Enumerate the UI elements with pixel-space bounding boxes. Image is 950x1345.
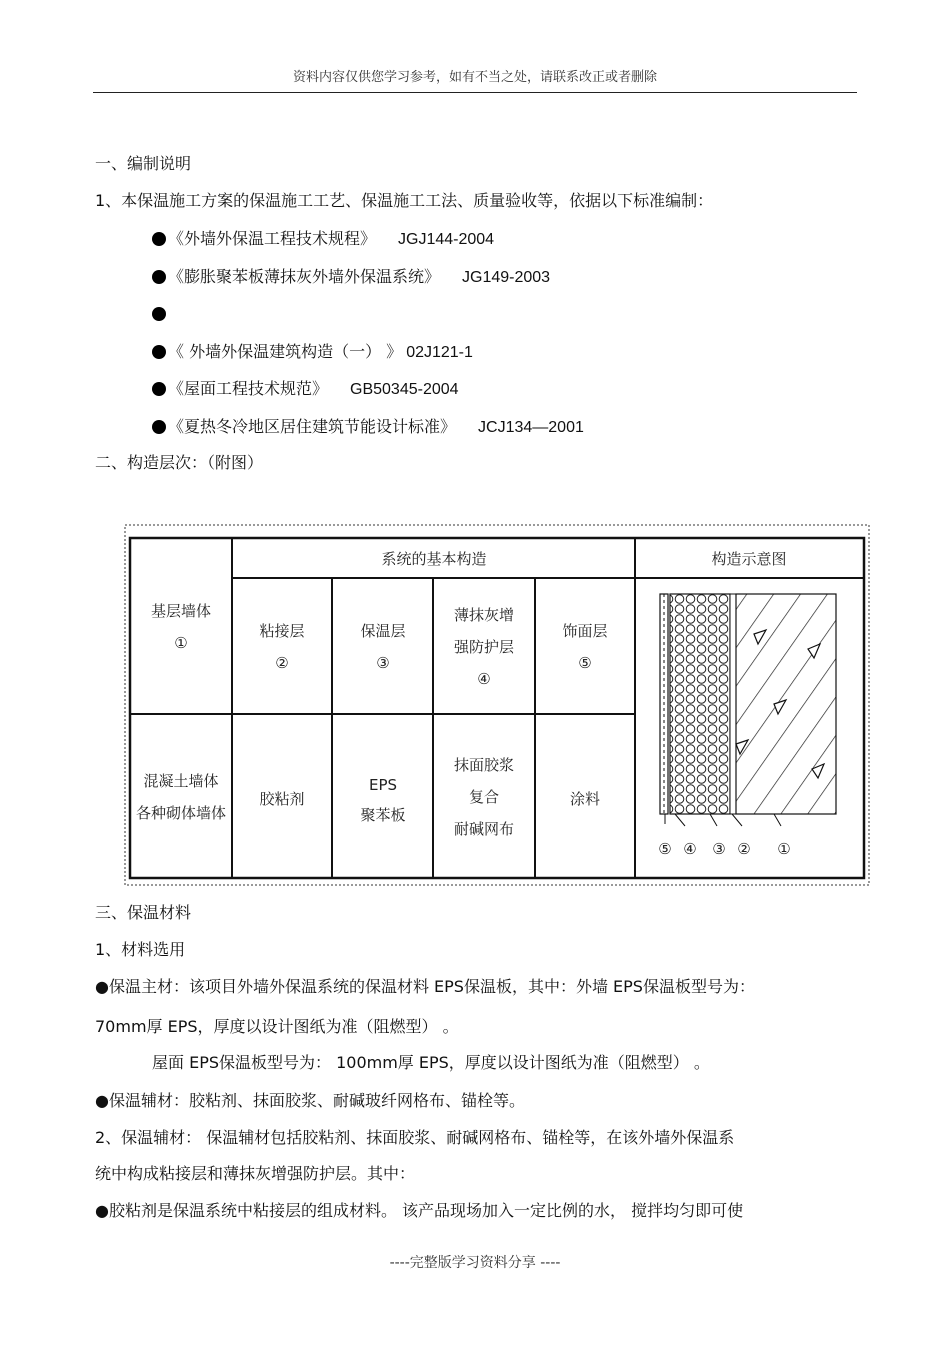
- layer-num: ④: [477, 670, 491, 688]
- paragraph: ●保温辅材：胶粘剂、抹面胶浆、耐碱玻纤网格布、锚栓等。: [95, 1091, 525, 1110]
- base-wall-label: 基层墙体: [150, 602, 212, 620]
- diagram-label: ③: [712, 840, 726, 858]
- layer-name: 强防护层: [453, 638, 515, 656]
- construction-diagram: [660, 594, 836, 826]
- layer-material: 胶粘剂: [259, 790, 305, 808]
- bullet-icon: [152, 307, 166, 321]
- layer-material: 耐碱网布: [453, 820, 515, 838]
- paragraph: 屋面 EPS保温板型号为： 100mm厚 EPS，厚度以设计图纸为准（阻燃型） 。: [152, 1053, 710, 1072]
- section2-title: 二、构造层次：（附图）: [95, 453, 264, 472]
- standard-item: 《屋面工程技术规范》 GB50345-2004: [152, 379, 459, 400]
- paragraph: ●胶粘剂是保温系统中粘接层的组成材料。 该产品现场加入一定比例的水， 搅拌均匀即可使: [95, 1201, 744, 1220]
- standard-item: 《 外墙外保温建筑构造（一） 》 02J121-1: [152, 342, 473, 363]
- base-wall-num: ①: [174, 634, 188, 652]
- standard-item: [152, 304, 190, 325]
- layer-name: 粘接层: [259, 622, 305, 640]
- paragraph: 2、保温辅材： 保温辅材包括胶粘剂、抹面胶浆、耐碱网格布、锚栓等，在该外墙外保温系: [95, 1128, 735, 1147]
- bullet-icon: [152, 232, 166, 246]
- paragraph: 统中构成粘接层和薄抹灰增强防护层。其中：: [95, 1164, 416, 1183]
- section3-sub1: 1、材料选用: [95, 940, 186, 959]
- diagram-label: ①: [777, 840, 791, 858]
- standard-item: 《夏热冬冷地区居住建筑节能设计标准》 JCJ134—2001: [152, 417, 584, 438]
- standard-item: 《膨胀聚苯板薄抹灰外墙外保温系统》 JG149-2003: [152, 267, 550, 288]
- bullet-icon: [152, 382, 166, 396]
- base-material: 各种砌体墙体: [135, 804, 227, 822]
- system-header: 系统的基本构造: [381, 550, 487, 568]
- standard-item: 《外墙外保温工程技术规程》 JGJ144-2004: [152, 229, 494, 250]
- layer-material: 涂料: [569, 790, 601, 808]
- layer-material: 复合: [468, 788, 500, 806]
- diagram-label: ②: [737, 840, 751, 858]
- header-rule: [93, 92, 857, 93]
- page-header: 资料内容仅供您学习参考，如有不当之处，请联系改正或者删除: [292, 70, 657, 85]
- bullet-icon: [152, 420, 166, 434]
- diagram-label: ④: [683, 840, 697, 858]
- layer-num: ③: [376, 654, 390, 672]
- section1-intro: 1、本保温施工方案的保温施工工艺、保温施工工法、质量验收等，依据以下标准编制：: [95, 191, 714, 210]
- page-footer: ----完整版学习资料分享 ----: [389, 1255, 561, 1271]
- layer-name: 薄抹灰增: [453, 606, 515, 624]
- layer-material: 抹面胶浆: [453, 756, 515, 774]
- paragraph: ●保温主材：该项目外墙外保温系统的保温材料 EPS保温板，其中：外墙 EPS保温板型号为：: [95, 977, 755, 996]
- layer-num: ②: [275, 654, 289, 672]
- section1-title: 一、编制说明: [95, 154, 192, 173]
- base-material: 混凝土墙体: [143, 772, 219, 790]
- section3-title: 三、保温材料: [95, 903, 192, 922]
- bullet-icon: [152, 345, 166, 359]
- diagram-header: 构造示意图: [711, 550, 787, 568]
- layer-name: 饰面层: [562, 622, 608, 640]
- bullet-icon: [152, 270, 166, 284]
- layer-material: 聚苯板: [360, 806, 406, 824]
- layer-num: ⑤: [578, 654, 592, 672]
- layer-material: EPS: [368, 776, 398, 794]
- paragraph: 70mm厚 EPS，厚度以设计图纸为准（阻燃型） 。: [95, 1017, 459, 1036]
- layer-name: 保温层: [360, 622, 406, 640]
- construction-figure: [124, 524, 870, 886]
- diagram-label: ⑤: [658, 840, 672, 858]
